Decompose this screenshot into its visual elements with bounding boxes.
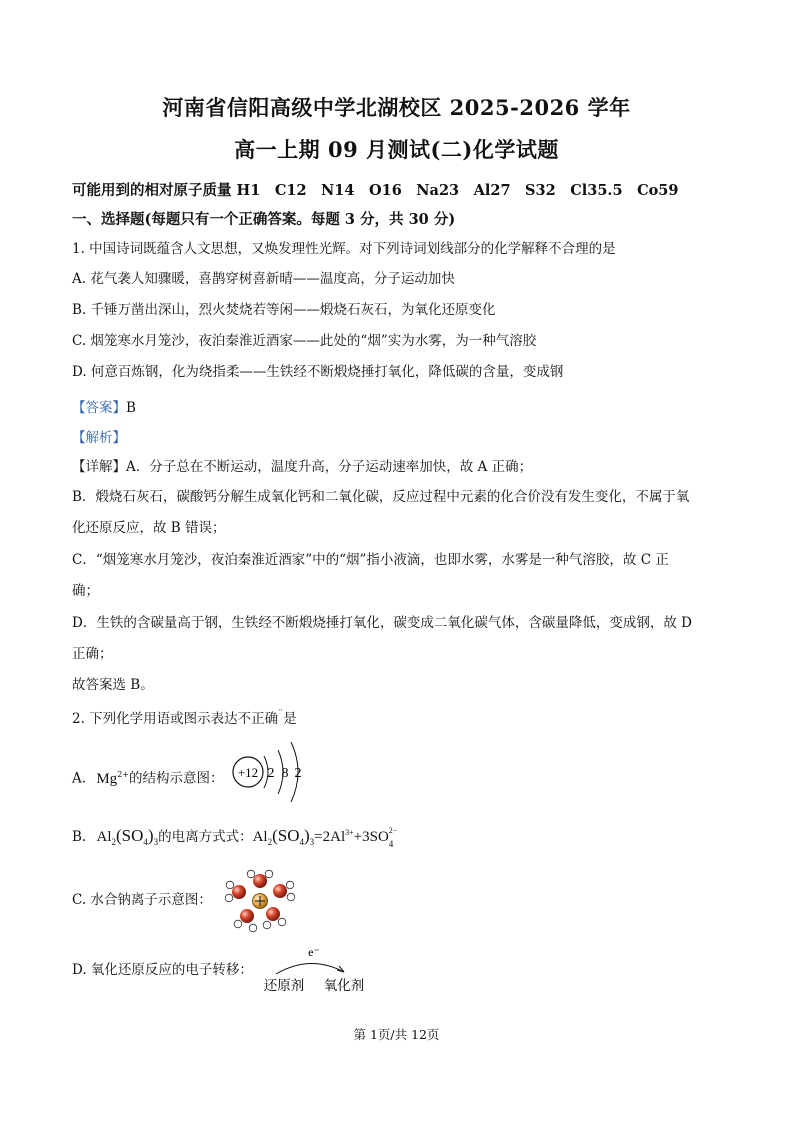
eq-so: (SO (272, 826, 300, 845)
sodium-ion (253, 894, 268, 909)
q2-b-text: 的电离方式式： (158, 829, 253, 845)
mg-charge: 2+ (117, 770, 129, 779)
analysis-tag: 【解析】 (72, 430, 126, 446)
nucleus-charge: +12 (237, 765, 259, 780)
eq-sub-2: 2 (267, 837, 273, 847)
shell-electrons-1: 2 (267, 766, 275, 781)
q2-stem-end: 是 (283, 711, 297, 727)
al2so43-formula (96, 826, 159, 847)
mg-symbol: Mg (96, 770, 118, 787)
electron-label: e⁻ (308, 945, 320, 959)
detail-line-2: B．煅烧石灰石，碳酸钙分解生成氧化钙和二氧化碳，反应过程中元素的化合价没有发生变化，不属于氧 (72, 489, 690, 505)
eq-sup-2minus: 2− (388, 826, 398, 835)
q2-option-d: D. 氧化还原反应的电子转移： (72, 962, 253, 978)
eq-sub-4b: 4 (388, 839, 394, 849)
detail-line-3: 化还原反应，故 B 错误； (72, 520, 226, 536)
page-footer: 第 1页/共 12页 (353, 1027, 440, 1042)
detail-line-1: 【详解】A．分子总在不断运动，温度升高，分子运动速率加快，故 A 正确； (72, 459, 533, 475)
answer-value: B (126, 400, 136, 416)
eq-close: ) (304, 826, 310, 845)
hydrated-sodium-ion-diagram (220, 868, 302, 936)
q1-option-b: B. 千锤万凿出深山，烈火焚烧若等闲——煅烧石灰石，为氧化还原变化 (72, 302, 496, 318)
q1-option-c: C. 烟笼寒水月笼沙，夜泊秦淮近酒家——此处的“烟”实为水雾，为一种气溶胶 (72, 333, 537, 349)
formula-so: (SO (116, 826, 144, 845)
q1-option-a: A. 花气袭人知骤暖，喜鹊穿树喜新晴——温度高，分子运动加快 (72, 271, 455, 287)
q2-a-label: A. (72, 770, 87, 787)
electron-transfer-diagram (258, 944, 370, 998)
q2-option-a (72, 766, 223, 788)
eq-sub-3: 3 (309, 837, 315, 847)
mg-ion-structure-diagram (228, 738, 308, 806)
formula-al: Al (96, 829, 112, 845)
eq-sup-3plus: 3+ (345, 828, 354, 837)
eq-rhs-al: =2Al (314, 829, 346, 845)
q2-stem-glyph: ¨ (278, 709, 284, 720)
detail-line-7: 正确； (72, 646, 113, 662)
answer-tag: 【答案】 (72, 400, 126, 416)
q2-stem-text: 2. 下列化学用语或图示表达不正确 (72, 711, 279, 727)
section-heading: 一、选择题(每题只有一个正确答案。每题 3 分，共 30 分) (72, 211, 456, 228)
water-molecule-2 (273, 881, 295, 901)
q2-a-text: 的结构示意图： (128, 770, 224, 787)
oxidant-label: 氧化剂 (323, 978, 365, 994)
detail-line-4: C．“烟笼寒水月笼沙，夜泊秦淮近酒家”中的“烟”指小液滴，也即水雾，水雾是一种气溶胶，故 C 正 (72, 552, 669, 568)
q1-stem: 1. 中国诗词既蕴含人文思想，又焕发理性光辉。对下列诗词划线部分的化学解释不合理的是 (72, 241, 616, 257)
transfer-arrow-curve (276, 963, 344, 974)
q1-option-d: D. 何意百炼钢，化为绕指柔——生铁经不断煅烧捶打氧化，降低碳的含量，变成钢 (72, 364, 564, 380)
formula-sub-2: 2 (111, 837, 117, 847)
detail-line-5: 确； (72, 583, 99, 599)
page-title-line1: 河南省信阳高级中学北湖校区 2025-2026 学年 (162, 95, 631, 120)
detail-line-6: D．生铁的含碳量高于钢，生铁经不断煅烧捶打氧化，碳变成二氧化碳气体，含碳量降低，变成钢，故 D (72, 615, 692, 631)
water-molecule-4 (234, 909, 257, 932)
formula-sub-3: 3 (153, 837, 159, 847)
water-molecule-1 (247, 870, 273, 888)
eq-al: Al (252, 829, 268, 845)
shell-electrons-2: 8 (281, 766, 289, 781)
water-molecule-5 (225, 881, 246, 902)
eq-rhs-so: +3SO (353, 829, 389, 845)
q2-stem (72, 706, 297, 728)
ionization-equation (252, 826, 399, 849)
q2-option-c: C. 水合钠离子示意图： (72, 892, 212, 908)
answer-line (72, 396, 136, 417)
atomic-masses: 可能用到的相对原子质量 H1 C12 N14 O16 Na23 Al27 S32 Cl35.5 Co59 (72, 182, 679, 199)
reductant-label: 还原剂 (263, 978, 305, 994)
shell-electrons-3: 2 (294, 766, 302, 781)
eq-sub-4: 4 (299, 837, 304, 847)
formula-sub-4: 4 (143, 837, 148, 847)
formula-close: ) (147, 826, 154, 845)
eq-sulfate-scripts (388, 826, 399, 849)
q2-b-label: B. (72, 829, 87, 845)
q2-option-b (72, 824, 399, 851)
page-title-line2: 高一上期 09 月测试(二)化学试题 (234, 137, 559, 162)
detail-line-8: 故答案选 B。 (72, 677, 154, 693)
water-molecule-3 (263, 907, 286, 929)
